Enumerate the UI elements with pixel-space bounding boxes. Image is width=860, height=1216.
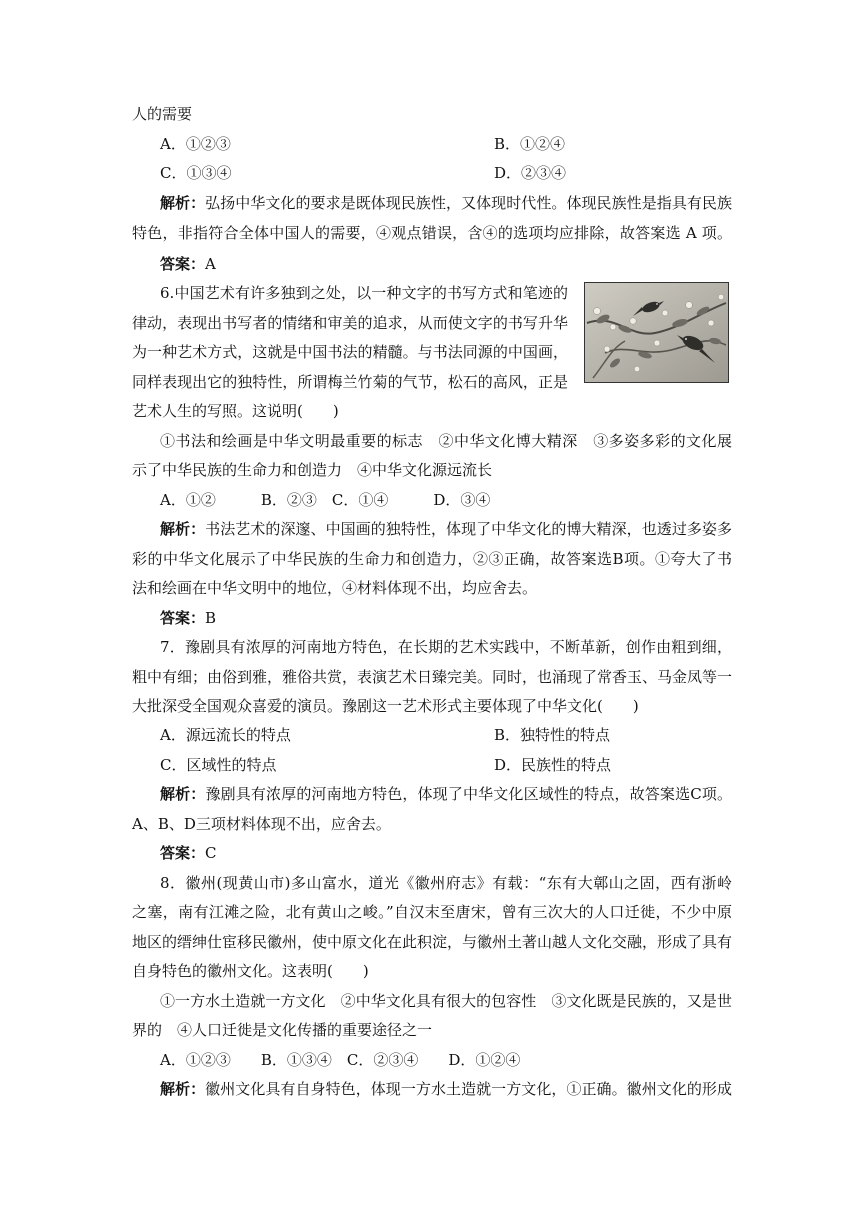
- q8-explanation-line1: [160, 1079, 732, 1099]
- q7-option-d: D．民族性的特点: [494, 756, 612, 774]
- q7-answer: [160, 843, 217, 863]
- q6-stem-line3: 为一种艺术方式，这就是中国书法的精髓。与书法同源的中国画，: [132, 343, 568, 361]
- q7-stem-line1: 7．豫剧具有浓厚的河南地方特色，在长期的艺术实践中，不断革新，创作由粗到细，: [160, 638, 732, 656]
- q5-answer-label: 答案：: [160, 255, 206, 273]
- q6-stem-line4: 同样表现出它的独特性，所谓梅兰竹菊的气节，松石的高风，正是: [132, 373, 568, 391]
- q6-options: A．①② B．②③ C．①④ D．③④: [160, 491, 491, 509]
- q5-option-c: C．①③④: [160, 164, 232, 182]
- q5-explanation-text1: 弘扬中华文化的要求是既体现民族性，又体现时代性。体现民族性是指具有民族: [205, 194, 732, 212]
- q6-explanation-line3: 法和绘画在中华文明中的地位，④材料体现不出，均应舍去。: [132, 579, 538, 597]
- q5-stem-tail: 人的需要: [132, 105, 193, 123]
- q5-answer-value: A: [205, 255, 216, 273]
- q6-stem-line5: 艺术人生的写照。这说明( ): [132, 402, 339, 420]
- q5-option-d: D．②③④: [494, 164, 567, 182]
- q5-option-a: A．①②③: [160, 135, 231, 153]
- q7-explanation-label: 解析：: [160, 785, 206, 803]
- q8-stem-line4: 自身特色的徽州文化。这表明( ): [132, 962, 369, 980]
- q8-statement-line2: 界的 ④人口迁徙是文化传播的重要途径之一: [132, 1021, 433, 1039]
- q6-answer-value: B: [205, 609, 217, 627]
- bird-flower-painting-icon: [584, 282, 729, 383]
- q7-explanation-line1: [160, 784, 732, 804]
- q5-answer: [160, 254, 216, 274]
- q7-stem-line3: 大批深受全国观众喜爱的演员。豫剧这一艺术形式主要体现了中华文化( ): [132, 697, 639, 715]
- q5-option-b: B．①②④: [494, 135, 566, 153]
- q8-statement-line1: ①一方水土造就一方文化 ②中华文化具有很大的包容性 ③文化既是民族的，又是世: [160, 992, 732, 1010]
- q5-explanation-label: 解析：: [160, 194, 206, 212]
- q6-explanation-line1: [160, 519, 732, 539]
- q5-explanation-line2: 特色，非指符合全体中国人的需要，④观点错误，含④的选项均应排除，故答案选 A 项。: [132, 224, 732, 242]
- q6-explanation-line2: 彩的中华文化展示了中华民族的生命力和创造力，②③正确，故答案选B项。①夸大了书: [132, 550, 732, 568]
- q8-explanation-label: 解析：: [160, 1080, 206, 1098]
- q6-statement-line1: ①书法和绘画是中华文明最重要的标志 ②中华文化博大精深 ③多姿多彩的文化展: [160, 432, 732, 450]
- q8-options: A．①②③ B．①③④ C．②③④ D．①②④: [160, 1051, 521, 1069]
- q8-stem-line1: 8．徽州(现黄山市)多山富水，道光《徽州府志》有载：“东有大鄣山之固，西有浙岭: [160, 874, 732, 892]
- q8-explanation-text1: 徽州文化具有自身特色，体现一方水土造就一方文化，①正确。徽州文化的形成: [205, 1080, 732, 1098]
- q6-statement-line2: 示了中华民族的生命力和创造力 ④中华文化源远流长: [132, 461, 493, 479]
- q8-stem-line3: 地区的缙绅仕宦移民徽州，使中原文化在此积淀，与徽州土著山越人文化交融，形成了具有: [132, 933, 733, 951]
- q5-explanation-line1: [160, 193, 732, 213]
- q7-option-b: B．独特性的特点: [494, 726, 611, 744]
- q7-explanation-text1: 豫剧具有浓厚的河南地方特色，体现了中华文化区域性的特点，故答案选C项。: [205, 785, 732, 803]
- q7-answer-value: C: [205, 844, 217, 862]
- q7-explanation-line2: A、B、D三项材料体现不出，应舍去。: [132, 815, 391, 833]
- q7-option-a: A．源远流长的特点: [160, 726, 291, 744]
- q6-explanation-text1: 书法艺术的深邃、中国画的独特性，体现了中华文化的博大精深，也透过多姿多: [205, 520, 732, 538]
- q8-stem-line2: 之塞，南有江滩之险，北有黄山之峻。”自汉末至唐宋，曾有三次大的人口迁徙，不少中原: [132, 903, 732, 921]
- q6-answer-label: 答案：: [160, 609, 206, 627]
- q7-answer-label: 答案：: [160, 844, 206, 862]
- q6-answer: [160, 608, 216, 628]
- q6-stem-line2: 律动，表现出书写者的情绪和审美的追求，从而使文字的书写升华: [132, 314, 568, 332]
- q7-stem-line2: 粗中有细；由俗到雅，雅俗共赏，表演艺术日臻完美。同时，也涌现了常香玉、马金凤等一: [132, 668, 733, 686]
- q7-option-c: C．区域性的特点: [160, 756, 277, 774]
- q6-stem-line1: 6.中国艺术有许多独到之处，以一种文字的书写方式和笔迹的: [160, 284, 568, 302]
- q6-explanation-label: 解析：: [160, 520, 206, 538]
